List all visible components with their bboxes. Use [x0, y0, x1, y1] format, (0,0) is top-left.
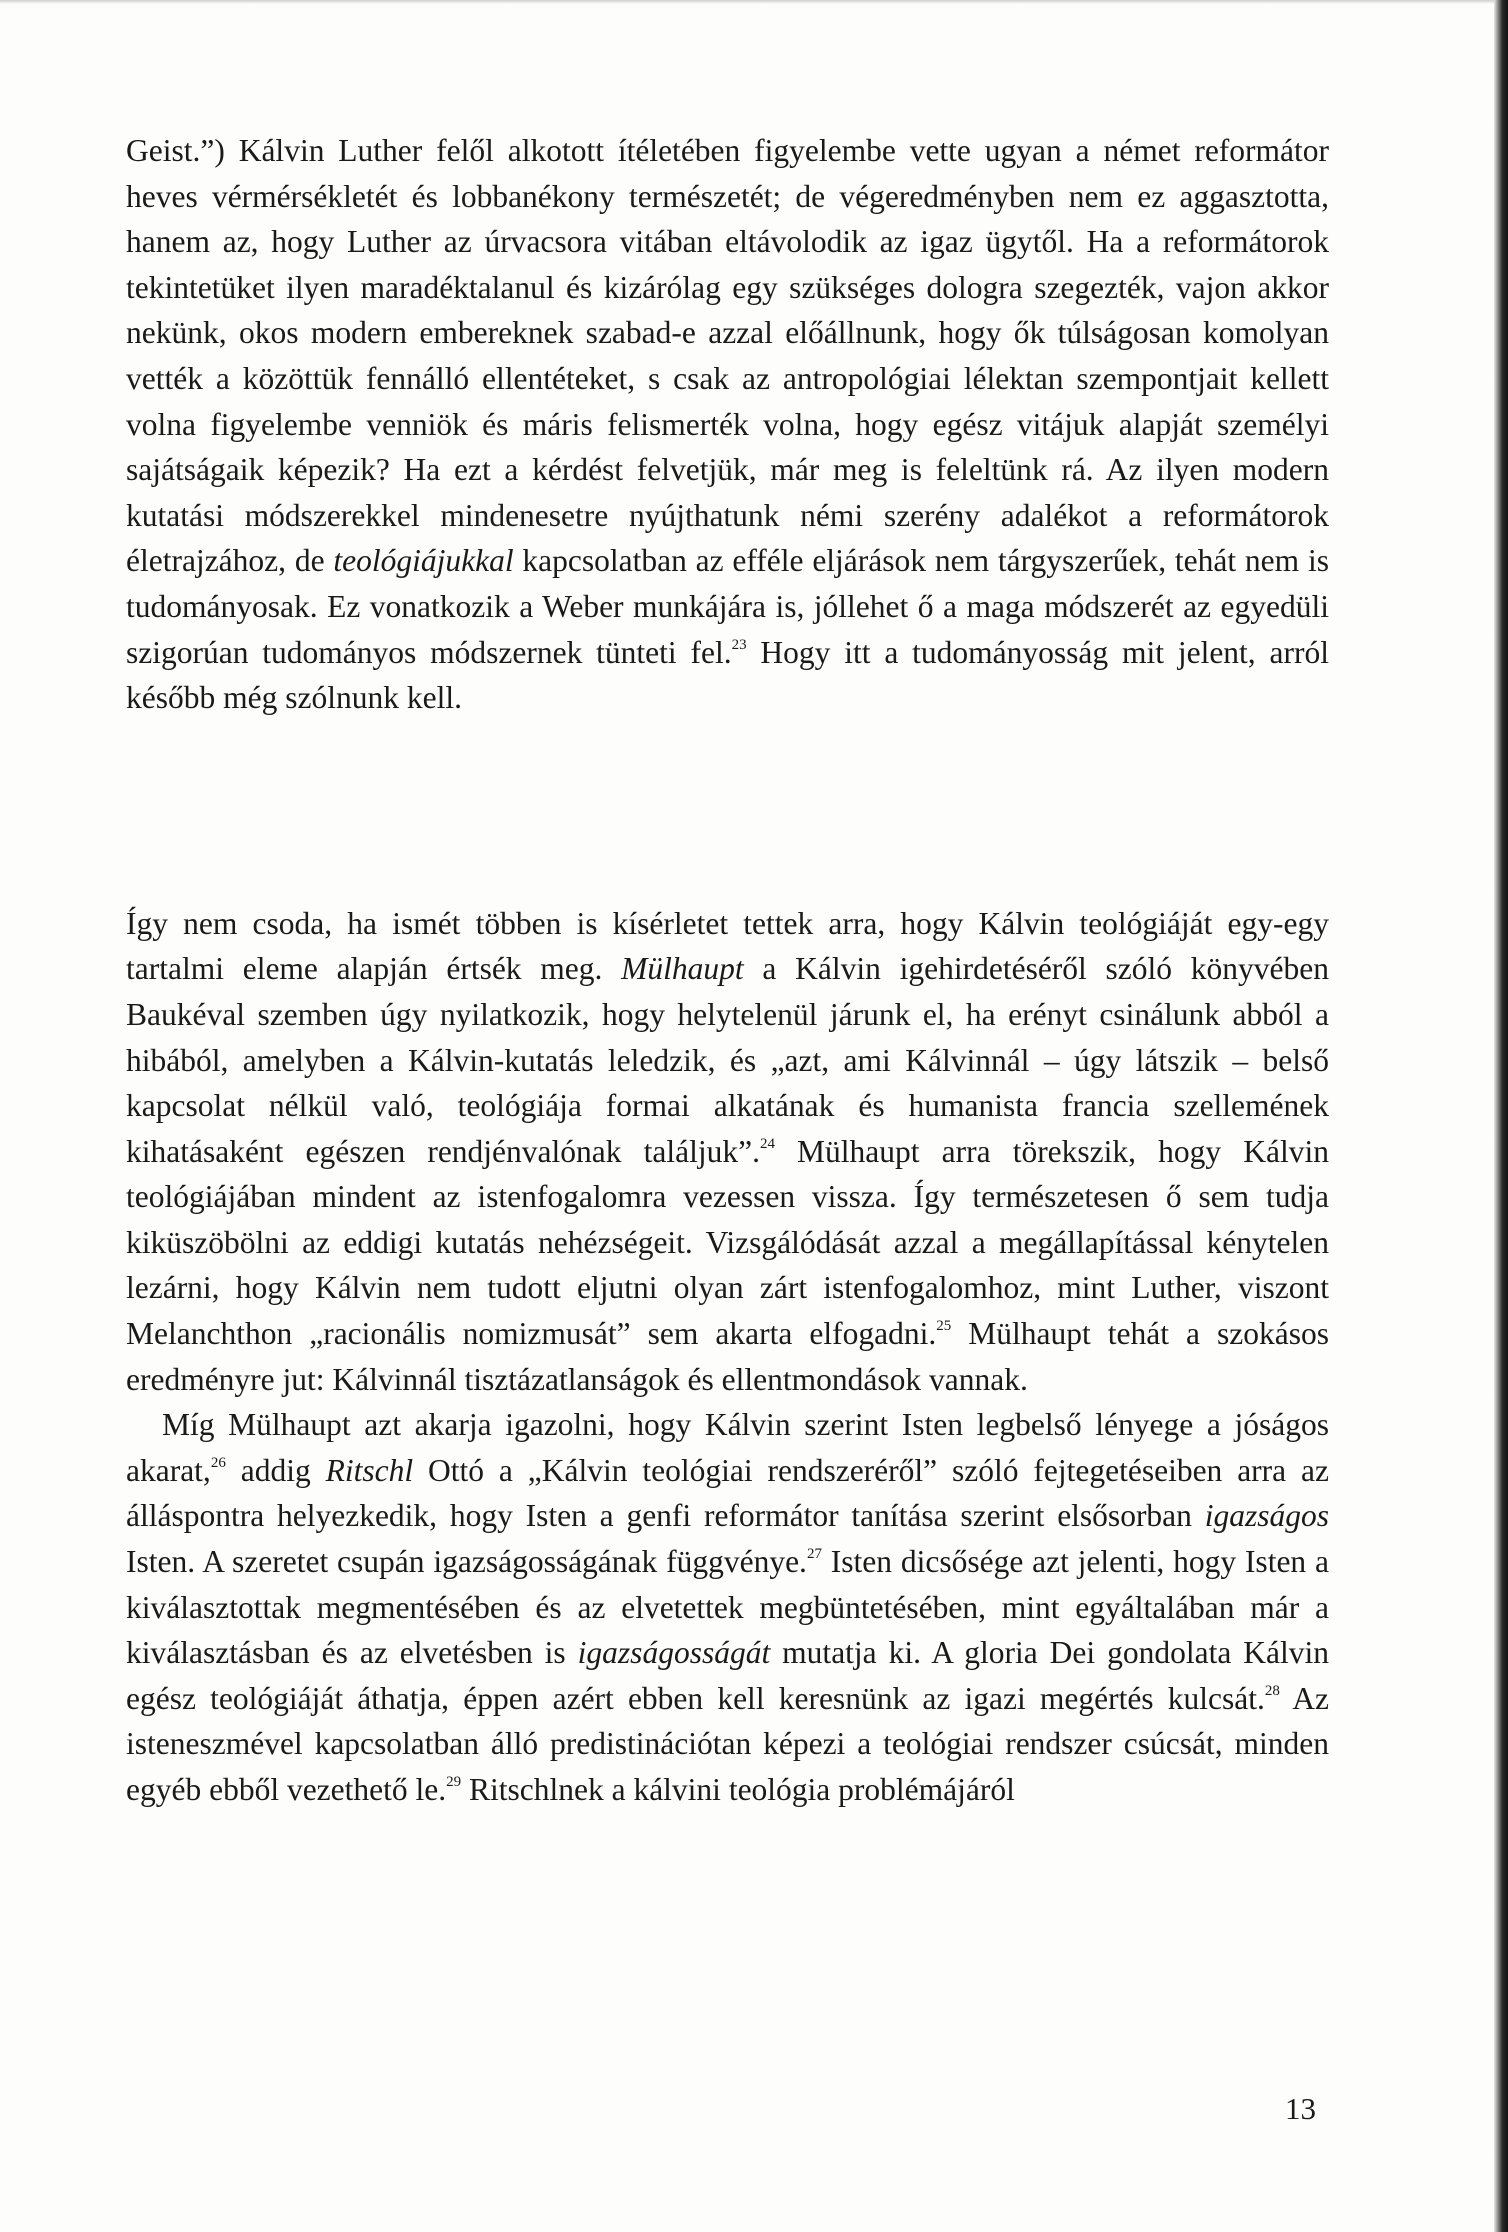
- text-run: Az isteneszmével kapcsolatban álló predistinációtan képezi a teológiai rendszer csúcsát, minden egyéb ebből vezethető le.: [126, 1680, 1329, 1807]
- text-run: Mülhaupt arra törekszik, hogy Kálvin teológiájában mindent az istenfogalomra vezessen vissza. Így természetesen ő sem tudja kiküszöbölni az eddigi kutatás nehézségeit. Vizsgálódását azzal a megállapítással kénytelen lezárni, hogy Kálvin nem tudott eljutni olyan zárt istenfogalomhoz, mint Luther, viszont Melanchthon „racionális nomizmusát” sem akarta elfogadni.: [126, 1133, 1329, 1352]
- footnote-ref-27: 27: [806, 1546, 822, 1563]
- text-run: Ottó a „Kálvin teológiai rendszeréről” szóló fejtegetéseiben arra az álláspontra helyezkedik, hogy Isten a genfi reformátor tanítása szerint elsősorban: [126, 1452, 1330, 1534]
- text-run: Geist.”) Kálvin Luther felől alkotott ítéletében figyelembe vette ugyan a német reformátor heves vérmérsékletét és lobbanékony természetét; de végeredményben nem ez aggasztotta, hanem az, hogy Luther az úrvacsora vitában eltávolodik az igaz ügytől. Ha a reformátorok tekintetüket ilyen maradéktalanul és kizárólag egy szükséges dologra szegezték, vajon akkor nekünk, okos modern embereknek szabad-e azzal előállnunk, hogy ők túlságosan komolyan vették a közöttük fennálló ellentéteket, s csak az antropológiai lélektan szempontjait kellett volna figyelembe venniök és máris felismerték volna, hogy egész vitájuk alapját személyi sajátságaik képezik? Ha ezt a kérdést felvetjük, már meg is feleltünk rá. Az ilyen modern kutatási módszerekkel mindenesetre nyújthatunk némi szerény adalékot a reformátorok életrajzához, de: [126, 133, 1329, 579]
- text-run: mutatja ki. A gloria Dei gondolata Kálvin egész teológiáját áthatja, éppen azért ebben kell keresnünk az igazi megértés kulcsát.: [126, 1635, 1330, 1716]
- italic-name: Mülhaupt: [621, 951, 744, 987]
- text-run: Hogy itt a tudományosság mit jelent, arról később még szólnunk kell.: [126, 634, 1329, 716]
- text-run: kapcsolatban az efféle eljárások nem tárgyszerűek, tehát nem is tudományosak. Ez vonatkozik a Weber munkájára is, jóllehet ő a maga módszerét az egyedüli szigorúan tudományos módszernek tünteti fel.: [126, 543, 1329, 670]
- text-run: Isten. A szeretet csupán igazságosságának függvénye.: [126, 1544, 807, 1580]
- page-top-edge: [0, 0, 1508, 4]
- paragraph-1: [126, 128, 1329, 721]
- footnote-ref-23: 23: [731, 636, 747, 653]
- italic-name: Ritschl: [325, 1452, 414, 1488]
- text-run: addig: [225, 1452, 326, 1488]
- footnote-ref-29: 29: [446, 1774, 462, 1790]
- italic-term: igazságos: [1204, 1498, 1329, 1534]
- text-run: Mülhaupt tehát a szokásos eredményre jut: Kálvinnál tisztázatlanságok és ellentmondások vannak.: [126, 1316, 1329, 1397]
- text-run: Ritschlnek a kálvini teológia problémájáról: [461, 1772, 1015, 1807]
- italic-term: teológiájukkal: [333, 543, 514, 579]
- page-body-text: [126, 128, 1329, 1813]
- text-run: Isten dicsősége azt jelenti, hogy Isten a kiválasztottak megmentésében és az elvetettek megbüntetésében, mint egyáltalában már a kiválasztásban és az elvetésben is: [126, 1544, 1329, 1671]
- footnote-ref-24: 24: [759, 1135, 775, 1152]
- footnote-ref-26: 26: [210, 1454, 226, 1471]
- paragraph-2: [126, 901, 1329, 1403]
- paragraph-3: [126, 1402, 1329, 1812]
- italic-term: igazságosságát: [577, 1635, 771, 1671]
- text-run: Így nem csoda, ha ismét többen is kísérletet tettek arra, hogy Kálvin teológiáját egy-egy tartalmi eleme alapján értsék meg.: [126, 905, 1329, 987]
- section-number: [126, 811, 1329, 857]
- page-number: 13: [1285, 2091, 1316, 2126]
- page-binding-edge: [1494, 0, 1508, 2232]
- text-run: a Kálvin igehirdetéséről szóló könyvében Baukéval szemben úgy nyilatkozik, hogy helytelenül járunk el, ha erényt csinálunk abból a hibából, amelyben a Kálvin-kutatás leledzik, és „azt, ami Kálvinnál – úgy látszik – belső kapcsolat nélkül való, teológiája formai alkatának és humanista francia szellemének kihatásaként egészen rendjénvalónak találjuk”.: [126, 951, 1329, 1169]
- footnote-ref-25: 25: [936, 1318, 952, 1335]
- text-run: Míg Mülhaupt azt akarja igazolni, hogy Kálvin szerint Isten legbelső lényege a jóságos akarat,: [126, 1407, 1329, 1488]
- footnote-ref-28: 28: [1264, 1682, 1280, 1699]
